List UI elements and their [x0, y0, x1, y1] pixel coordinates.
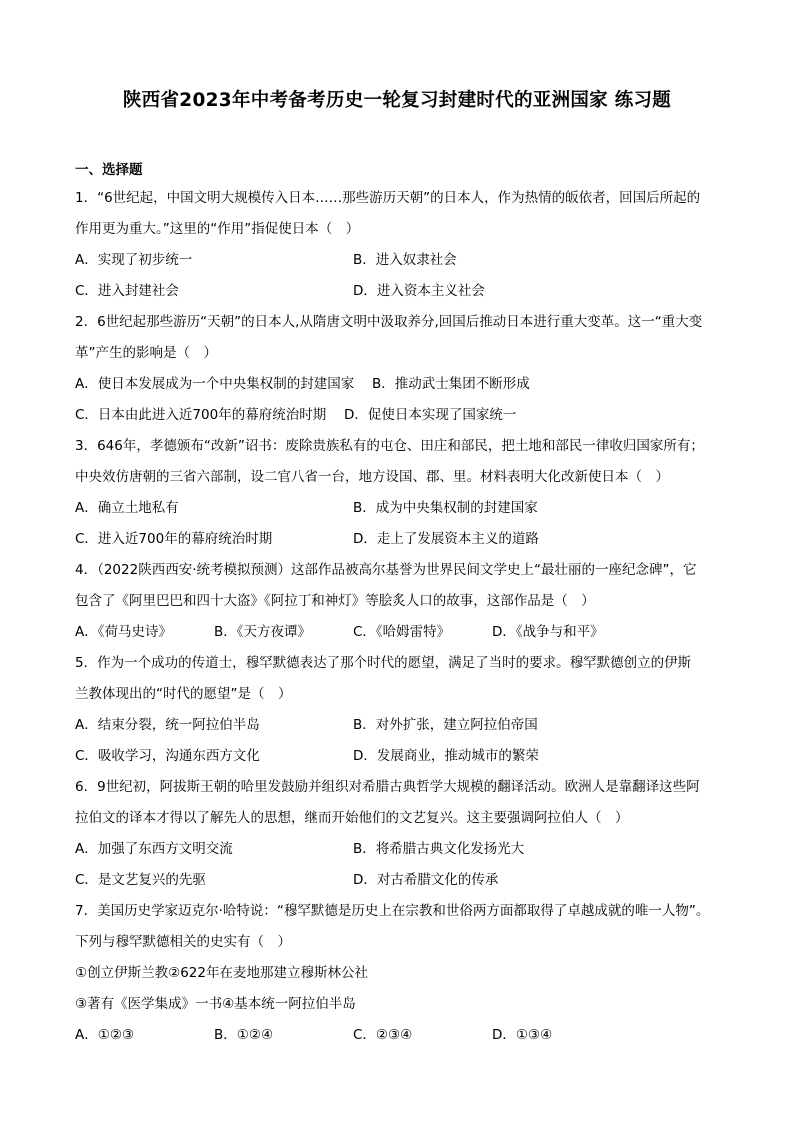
option-d: D．促使日本实现了国家统一: [344, 407, 517, 423]
question-text: 4．（2022陕西西安·统考模拟预测）这部作品被高尔基誉为世界民间文学史上“最壮丽的一座纪念碑”，它: [75, 562, 697, 578]
question-text: 下列与穆罕默德相关的史实有（ ）: [75, 934, 291, 950]
option-b: B．成为中央集权制的封建国家: [353, 500, 538, 516]
option-d: D．对古希腊文化的传承: [353, 872, 499, 888]
option-a: A．①②③: [75, 1027, 135, 1043]
question-4: [75, 555, 725, 648]
option-a: A．《荷马史诗》: [75, 624, 172, 640]
option-a: A．使日本发展成为一个中央集权制的封建国家: [75, 376, 355, 392]
option-a: A．实现了初步统一: [75, 252, 193, 268]
option-d: D．①③④: [492, 1027, 553, 1043]
option-d: D．《战争与和平》: [492, 624, 604, 640]
option-d: D．发展商业，推动城市的繁荣: [353, 748, 539, 764]
section-heading: 一、选择题: [75, 162, 143, 178]
option-c: C．《哈姆雷特》: [353, 624, 451, 640]
question-text: 作用更为重大。”这里的“作用”指促使日本（ ）: [75, 221, 360, 237]
question-text: 革”产生的影响是（ ）: [75, 345, 217, 361]
question-2: [75, 307, 725, 431]
question-text: 兰教体现出的“时代的愿望”是（ ）: [75, 686, 292, 702]
question-list: [75, 183, 725, 1051]
question-text: 中央效仿唐朝的三省六部制，设二官八省一台，地方设国、郡、里。材料表明大化改新使日本（ ）: [75, 469, 669, 485]
option-row: [75, 369, 725, 400]
question-text: 3．646年，孝德颁布“改新”诏书：废除贵族私有的屯仓、田庄和部民，把土地和部民一律收归国家所有；: [75, 438, 704, 454]
question-text: 5．作为一个成功的传道士，穆罕默德表达了那个时代的愿望，满足了当时的要求。穆罕默德创立的伊斯: [75, 655, 692, 671]
option-b: B．①②④: [214, 1027, 274, 1043]
question-text: 6．9世纪初，阿拔斯王朝的哈里发鼓励并组织对希腊古典哲学大规模的翻译活动。欧洲人是靠翻译这些阿: [75, 779, 700, 795]
option-b: B．将希腊古典文化发扬光大: [353, 841, 525, 857]
option-b: B．进入奴隶社会: [353, 252, 457, 268]
question-6: [75, 772, 725, 896]
question-7: [75, 896, 725, 1051]
option-c: C．进入近700年的幕府统治时期: [75, 531, 273, 547]
statement-list: ③著有《医学集成》一书④基本统一阿拉伯半岛: [75, 996, 356, 1012]
document-title: 陕西省2023年中考备考历史一轮复习封建时代的亚洲国家 练习题: [122, 90, 672, 111]
option-a: A．确立土地私有: [75, 500, 179, 516]
option-b: B．推动武士集团不断形成: [372, 376, 530, 392]
option-d: D．进入资本主义社会: [353, 283, 485, 299]
question-text: 1．“6世纪起，中国文明大规模传入日本……那些游历天朝”的日本人，作为热情的皈依者，回国后所起的: [75, 190, 701, 206]
question-text: 拉伯文的译本才得以了解先人的思想，继而开始他们的文艺复兴。这主要强调阿拉伯人（ ）: [75, 810, 629, 826]
option-d: D．走上了发展资本主义的道路: [353, 531, 539, 547]
question-text: 包含了《阿里巴巴和四十大盗》《阿拉丁和神灯》等脍炙人口的故事，这部作品是（ ）: [75, 593, 595, 609]
option-a: A．结束分裂，统一阿拉伯半岛: [75, 717, 260, 733]
option-row: [75, 400, 725, 431]
question-5: [75, 648, 725, 772]
option-c: C．吸收学习，沟通东西方文化: [75, 748, 260, 764]
option-c: C．进入封建社会: [75, 283, 179, 299]
option-b: B．对外扩张，建立阿拉伯帝国: [353, 717, 538, 733]
statement-list: ①创立伊斯兰教②622年在麦地那建立穆斯林公社: [75, 965, 368, 981]
option-c: C．日本由此进入近700年的幕府统治时期: [75, 407, 327, 423]
option-b: B．《天方夜谭》: [214, 624, 312, 640]
question-text: 2．6世纪起那些游历“天朝”的日本人,从隋唐文明中汲取养分,回国后推动日本进行重大变革。这一“重大变: [75, 314, 703, 330]
option-c: C．是文艺复兴的先驱: [75, 872, 206, 888]
question-1: [75, 183, 725, 307]
option-c: C．②③④: [353, 1027, 413, 1043]
question-text: 7．美国历史学家迈克尔·哈特说：“穆罕默德是历史上在宗教和世俗两方面都取得了卓越成就的唯一人物”。: [75, 903, 710, 919]
option-a: A．加强了东西方文明交流: [75, 841, 233, 857]
question-3: [75, 431, 725, 555]
